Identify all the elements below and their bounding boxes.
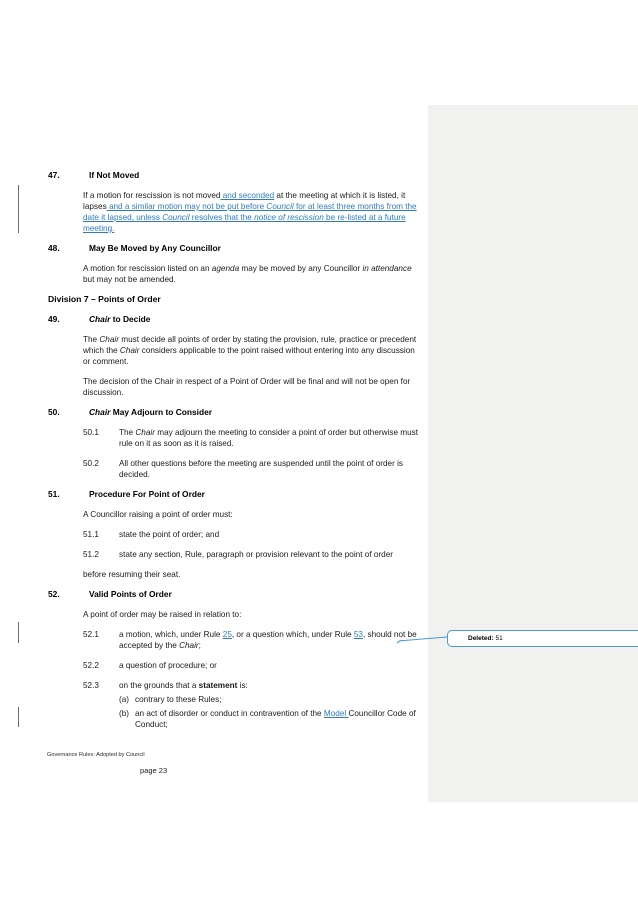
text-run: Division 7 – Points of Order bbox=[48, 294, 161, 304]
clause-number: (b) bbox=[119, 709, 130, 718]
clause-number: 52.1 bbox=[83, 630, 99, 639]
sub-clause bbox=[83, 427, 419, 449]
text-run: to Decide bbox=[110, 314, 151, 324]
division-heading bbox=[48, 294, 419, 305]
text-run: , or a question which, under Rule bbox=[231, 630, 354, 639]
clause-text bbox=[135, 708, 419, 730]
sub-clause bbox=[83, 660, 419, 671]
clause-text bbox=[119, 529, 419, 540]
section-heading bbox=[48, 407, 419, 418]
clause-text bbox=[89, 589, 419, 600]
text-run: Chair bbox=[179, 641, 199, 650]
paragraph bbox=[83, 334, 419, 367]
page-number: page 23 bbox=[140, 766, 168, 775]
paragraph bbox=[83, 609, 419, 620]
text-run: is: bbox=[237, 681, 248, 690]
text-run: a motion, which, under Rule bbox=[119, 630, 223, 639]
sub-clause bbox=[83, 529, 419, 540]
text-run: state any section, Rule, paragraph or provision relevant to the point of order bbox=[119, 550, 393, 559]
text-run: but may not be amended. bbox=[83, 275, 176, 284]
text-run: before resuming their seat. bbox=[83, 570, 181, 579]
document-body bbox=[48, 170, 419, 733]
clause-text bbox=[119, 660, 419, 671]
clause-text bbox=[83, 510, 233, 519]
text-run: considers applicable to the point raised without entering into any discussion or comment. bbox=[83, 346, 415, 366]
clause-text bbox=[119, 629, 419, 651]
clause-text bbox=[135, 694, 419, 705]
clause-text bbox=[83, 377, 410, 397]
text-run: Chair bbox=[99, 335, 119, 344]
clause-number: 52.2 bbox=[83, 661, 99, 670]
inserted-text: Model bbox=[323, 709, 349, 718]
inserted-text: and seconded bbox=[220, 191, 275, 200]
clause-text bbox=[119, 549, 419, 560]
list-item bbox=[119, 694, 419, 705]
text-run: Chair bbox=[135, 428, 155, 437]
footer-document-title: Governance Rules: Adopted by Council bbox=[47, 752, 145, 758]
sub-clause bbox=[83, 549, 419, 560]
clause-number: 51.2 bbox=[83, 550, 99, 559]
sub-clause bbox=[83, 680, 419, 691]
sub-clause bbox=[83, 458, 419, 480]
clause-text bbox=[89, 243, 419, 254]
clause-text bbox=[83, 191, 417, 233]
change-bar bbox=[18, 707, 19, 727]
clause-number: 51.1 bbox=[83, 530, 99, 539]
text-run: must decide all points of order by stating the provision, rule, practice or precedent which the bbox=[83, 335, 417, 355]
text-run: A motion for rescission listed on an bbox=[83, 264, 212, 273]
paragraph bbox=[83, 190, 419, 234]
deleted-label: Deleted: bbox=[468, 635, 494, 642]
text-run: Chair bbox=[119, 346, 140, 355]
inserted-text: and a similar motion may not be put before bbox=[106, 202, 267, 211]
clause-text bbox=[83, 610, 241, 619]
section-heading bbox=[48, 589, 419, 600]
text-run: may be moved by any Councillor bbox=[239, 264, 363, 273]
clause-number: 47. bbox=[48, 170, 60, 180]
change-bar bbox=[18, 185, 19, 233]
paragraph bbox=[83, 376, 419, 398]
inserted-text: Council bbox=[162, 213, 190, 222]
change-bar bbox=[18, 622, 19, 643]
text-run: ; bbox=[198, 641, 201, 650]
clause-text bbox=[119, 458, 419, 480]
text-run: Chair bbox=[89, 314, 111, 324]
clause-number: (a) bbox=[119, 695, 130, 704]
text-run: on the grounds that a bbox=[119, 681, 199, 690]
clause-text bbox=[83, 570, 180, 579]
clause-text bbox=[83, 335, 416, 366]
clause-number: 50. bbox=[48, 407, 60, 417]
inserted-text: 53 bbox=[353, 630, 363, 639]
clause-text bbox=[48, 294, 161, 304]
clause-text bbox=[119, 680, 419, 691]
text-run: an act of disorder or conduct in contravention of the bbox=[135, 709, 324, 718]
inserted-text: for at least three months from the date it lapsed, unless bbox=[83, 202, 417, 222]
text-run: , should not be accepted by the bbox=[119, 630, 417, 650]
clause-number: 50.2 bbox=[83, 459, 99, 468]
text-run: If Not Moved bbox=[89, 170, 140, 180]
inserted-text: 25 bbox=[222, 630, 232, 639]
clause-text bbox=[89, 489, 419, 500]
text-run: in attendance bbox=[362, 264, 412, 273]
clause-text bbox=[119, 427, 419, 449]
clause-number: 49. bbox=[48, 314, 60, 324]
sub-clause bbox=[83, 629, 419, 651]
text-run: The bbox=[119, 428, 136, 437]
text-run: The bbox=[83, 335, 100, 344]
text-run: may adjourn the meeting to consider a point of order but otherwise must rule on it as soon as it is raised. bbox=[119, 428, 419, 448]
section-heading bbox=[48, 489, 419, 500]
list-item bbox=[119, 708, 419, 730]
clause-number: 48. bbox=[48, 243, 60, 253]
clause-number: 52.3 bbox=[83, 681, 99, 690]
text-run: If a motion for rescission is not moved bbox=[83, 191, 221, 200]
text-run: Chair bbox=[89, 407, 111, 417]
clause-text bbox=[83, 264, 412, 284]
section-heading bbox=[48, 243, 419, 254]
text-run: Valid Points of Order bbox=[89, 589, 172, 599]
clause-text bbox=[89, 170, 419, 181]
text-run: A Councillor raising a point of order must: bbox=[83, 510, 233, 519]
section-heading bbox=[48, 314, 419, 325]
text-run: Councillor Code of Conduct; bbox=[135, 709, 416, 729]
text-run: state the point of order; and bbox=[119, 530, 220, 539]
paragraph bbox=[83, 569, 419, 580]
deleted-value: 51 bbox=[495, 635, 503, 642]
inserted-text: notice of rescission bbox=[254, 213, 324, 222]
text-run: May Adjourn to Consider bbox=[110, 407, 213, 417]
tracked-changes-markup-area bbox=[428, 105, 638, 802]
inserted-text: be re-listed at a future meeting. bbox=[83, 213, 406, 233]
text-run: agenda bbox=[211, 264, 240, 273]
text-run: statement bbox=[198, 681, 238, 690]
inserted-text: Council bbox=[266, 202, 294, 211]
paragraph bbox=[83, 509, 419, 520]
text-run: May Be Moved by Any Councillor bbox=[89, 243, 221, 253]
text-run: A point of order may be raised in relation to: bbox=[83, 610, 242, 619]
clause-number: 51. bbox=[48, 489, 60, 499]
clause-text bbox=[89, 407, 419, 418]
clause-number: 50.1 bbox=[83, 428, 99, 437]
text-run: Procedure For Point of Order bbox=[89, 489, 205, 499]
text-run: a question of procedure; or bbox=[119, 661, 217, 670]
text-run: The decision of the Chair in respect of a Point of Order will be final and will not be open for discussion. bbox=[83, 377, 411, 397]
section-heading bbox=[48, 170, 419, 181]
clause-text bbox=[89, 314, 419, 325]
clause-number: 52. bbox=[48, 589, 60, 599]
text-run: contrary to these Rules; bbox=[135, 695, 222, 704]
text-run: All other questions before the meeting are suspended until the point of order is decided. bbox=[119, 459, 404, 479]
inserted-text: resolves that the bbox=[189, 213, 255, 222]
tracked-change-balloon[interactable] bbox=[447, 630, 638, 647]
paragraph bbox=[83, 263, 419, 285]
text-run: at the meeting at which it is listed, it lapses bbox=[83, 191, 406, 211]
